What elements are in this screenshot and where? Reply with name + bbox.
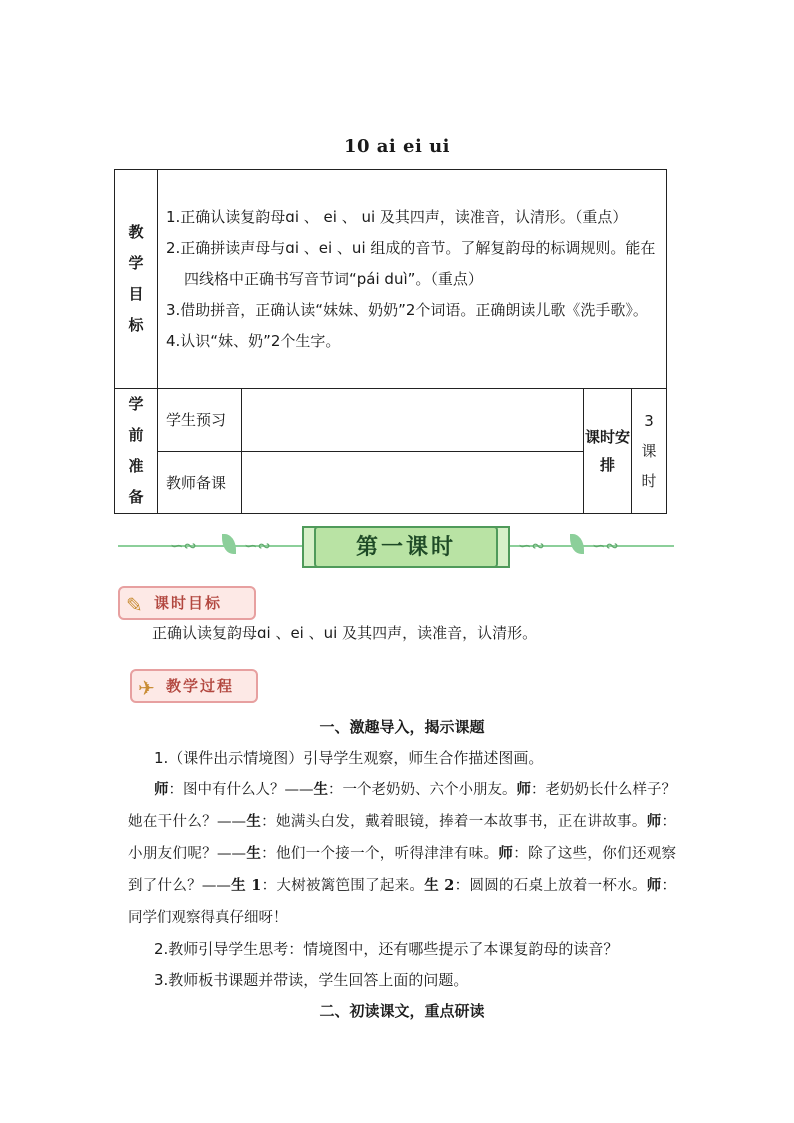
section-heading: 二、初读课文，重点研读 bbox=[319, 1002, 485, 1020]
student-prep-value bbox=[242, 389, 584, 452]
process-content bbox=[128, 712, 676, 1027]
swirl-icon: ∽∾ bbox=[244, 536, 271, 555]
swirl-icon: ∽∾ bbox=[170, 536, 197, 555]
lesson-banner bbox=[118, 522, 674, 570]
lesson-goal-text: 正确认读复韵母ɑi 、ei 、ui 及其四声，读准音，认清形。 bbox=[152, 624, 538, 642]
leaf-icon bbox=[222, 534, 236, 554]
goals-content bbox=[158, 170, 667, 389]
step-text: 1.（课件出示情境图）引导学生观察，师生合作描述图画。 bbox=[154, 749, 544, 767]
divider bbox=[118, 545, 308, 547]
goal-item: 3.借助拼音，正确认读“妹妹、奶奶”2个词语。正确朗读儿歌《洗手歌》。 bbox=[166, 300, 648, 319]
teacher-prep-value bbox=[242, 451, 584, 514]
swirl-icon: ∽∾ bbox=[592, 536, 619, 555]
step-text: 2.教师引导学生思考：情境图中，还有哪些提示了本课复韵母的读音？ bbox=[154, 940, 619, 958]
lesson-title: 10 ai ei ui bbox=[343, 136, 451, 157]
teacher-prep-label: 教师备课 bbox=[158, 451, 242, 514]
process-tag: ✈ 教学过程 bbox=[130, 669, 258, 703]
leaf-icon bbox=[570, 534, 584, 554]
goal-item: 4.认识“妹、奶”2个生字。 bbox=[166, 331, 341, 350]
banner-text: 第一课时 bbox=[314, 526, 498, 568]
lesson-plan-table bbox=[114, 169, 667, 514]
hours-value: 3课时 bbox=[632, 389, 667, 514]
goals-label: 教 学 目 标 bbox=[115, 170, 158, 389]
goal-item: 1.正确认读复韵母ɑi 、 ei 、 ui 及其四声，读准音，认清形。（重点） bbox=[166, 207, 628, 226]
hours-label: 课时安排 bbox=[584, 389, 632, 514]
prep-label: 学 前 准 备 bbox=[115, 389, 158, 514]
section-heading: 一、激趣导入，揭示课题 bbox=[319, 718, 485, 736]
lesson-goal-tag: ✎ 课时目标 bbox=[118, 586, 256, 620]
paper-plane-icon: ✈ bbox=[138, 676, 157, 700]
dialog-paragraph: 师：图中有什么人？——生：一个老奶奶、六个小朋友。师：老奶奶长什么样子？她在干什么？——生：她满头白发，戴着眼镜，捧着一本故事书，正在讲故事。师：小朋友们呢？——生：他们一个接一个，听得津津有味。师：除了这些，你们还观察到了什么？——生 1：大树被篱笆围了起来。生 2：圆圆的石桌上放着一杯水。师：同学们观察得真仔细呀！ bbox=[128, 781, 677, 926]
student-prep-label: 学生预习 bbox=[158, 389, 242, 452]
pencil-icon: ✎ bbox=[126, 593, 145, 617]
step-text: 3.教师板书课题并带读，学生回答上面的问题。 bbox=[154, 971, 469, 989]
goal-item: 2.正确拼读声母与ɑi 、ei 、ui 组成的音节。了解复韵母的标调规则。能在四线格中正确书写音节词“pái duì”。（重点） bbox=[166, 238, 656, 288]
swirl-icon: ∽∾ bbox=[518, 536, 545, 555]
